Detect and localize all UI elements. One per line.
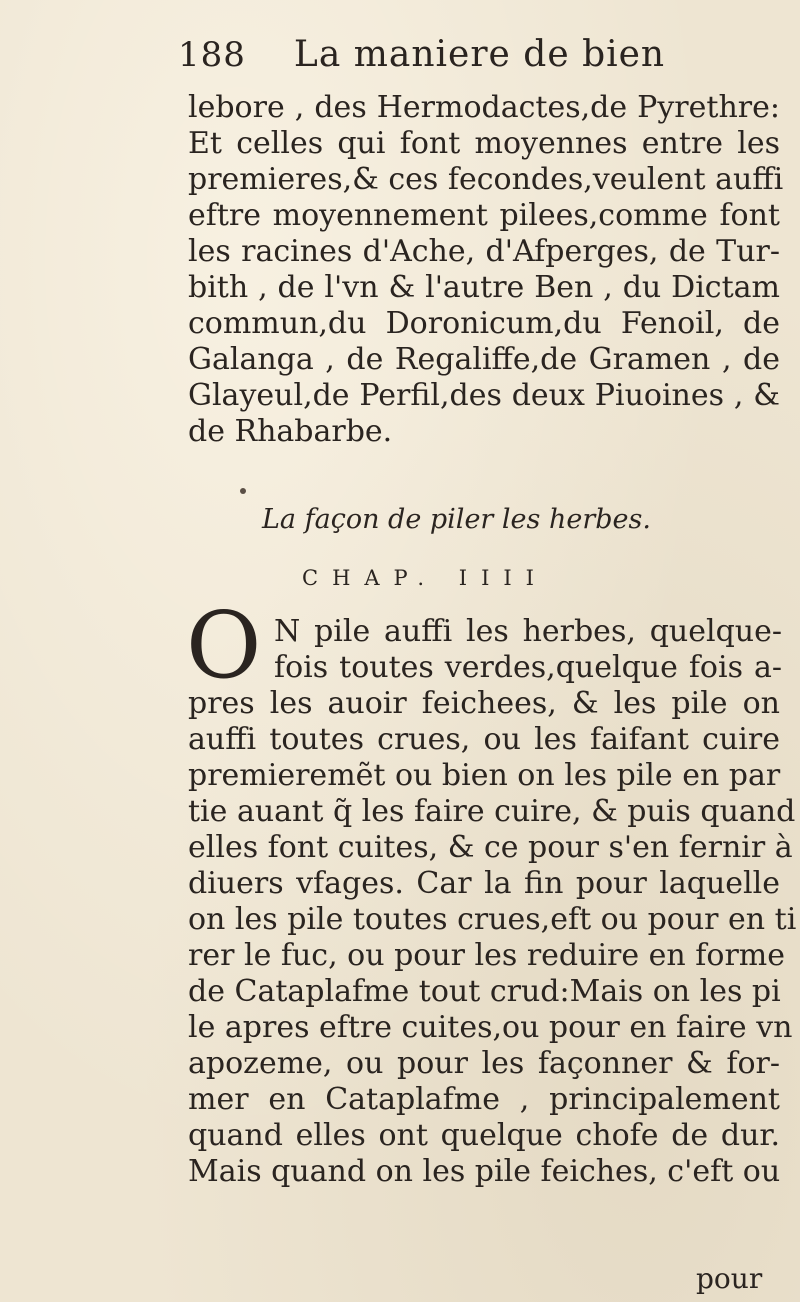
text-line: Glayeul,de Perfil,des deux Piuoines , &	[188, 378, 780, 413]
drop-cap: O	[186, 592, 262, 699]
text-line: rer le fuc, ou pour les reduire en forme	[188, 938, 785, 973]
chapter-heading: CHAP. IIII	[302, 566, 548, 590]
text-line: bith , de l'vn & l'autre Ben , du Dictam	[188, 270, 780, 305]
text-line: commun,du Doronicum,du Fenoil, de	[188, 306, 780, 341]
text-line: le apres eftre cuites,ou pour en faire vn	[188, 1010, 793, 1045]
text-line: premieremẽt ou bien on les pile en par	[188, 758, 781, 793]
running-head: La maniere de bien	[293, 34, 666, 75]
text-line: elles font cuites, & ce pour s'en fernir à	[188, 830, 793, 865]
text-line: N pile auffi les herbes, quelque-	[274, 614, 782, 649]
text-line: auffi toutes crues, ou les faifant cuire	[188, 722, 780, 757]
text-line: Et celles qui font moyennes entre les	[188, 126, 780, 161]
page-number: 188	[178, 35, 246, 75]
text-line: apozeme, ou pour les façonner & for-	[188, 1046, 780, 1081]
text-line: diuers vfages. Car la fin pour laquelle	[188, 866, 780, 901]
paragraph-body	[188, 686, 797, 1190]
text-line: pres les auoir feichees, & les pile on	[188, 686, 780, 721]
text-line: premieres,& ces fecondes,veulent auffi	[188, 162, 784, 197]
text-line: mer en Cataplafme , principalement	[188, 1082, 780, 1117]
ink-fleck	[240, 488, 246, 494]
text-line: eftre moyennement pilees,comme font	[188, 198, 780, 233]
text-line: Mais quand on les pile feiches, c'eft ou	[188, 1154, 781, 1189]
catchword: pour	[696, 1262, 763, 1295]
page-header	[178, 34, 665, 94]
section-title: La façon de piler les herbes.	[262, 504, 651, 535]
text-line: fois toutes verdes,quelque fois a-	[274, 650, 782, 685]
text-line: Galanga , de Regaliffe,de Gramen , de	[188, 342, 780, 377]
text-line: de Cataplafme tout crud:Mais on les pi	[188, 974, 781, 1009]
paragraph-opening	[274, 614, 782, 686]
text-line: de Rhabarbe.	[188, 414, 393, 449]
text-line: quand elles ont quelque chofe de dur.	[188, 1118, 780, 1153]
paragraph-continued	[188, 90, 784, 450]
text-line: les racines d'Ache, d'Afperges, de Tur-	[188, 234, 780, 269]
text-line: on les pile toutes crues,eft ou pour en ti	[188, 902, 797, 937]
text-line: tie auant q̃ les faire cuire, & puis quand	[188, 794, 796, 829]
text-line: lebore , des Hermodactes,de Pyrethre:	[188, 90, 780, 125]
